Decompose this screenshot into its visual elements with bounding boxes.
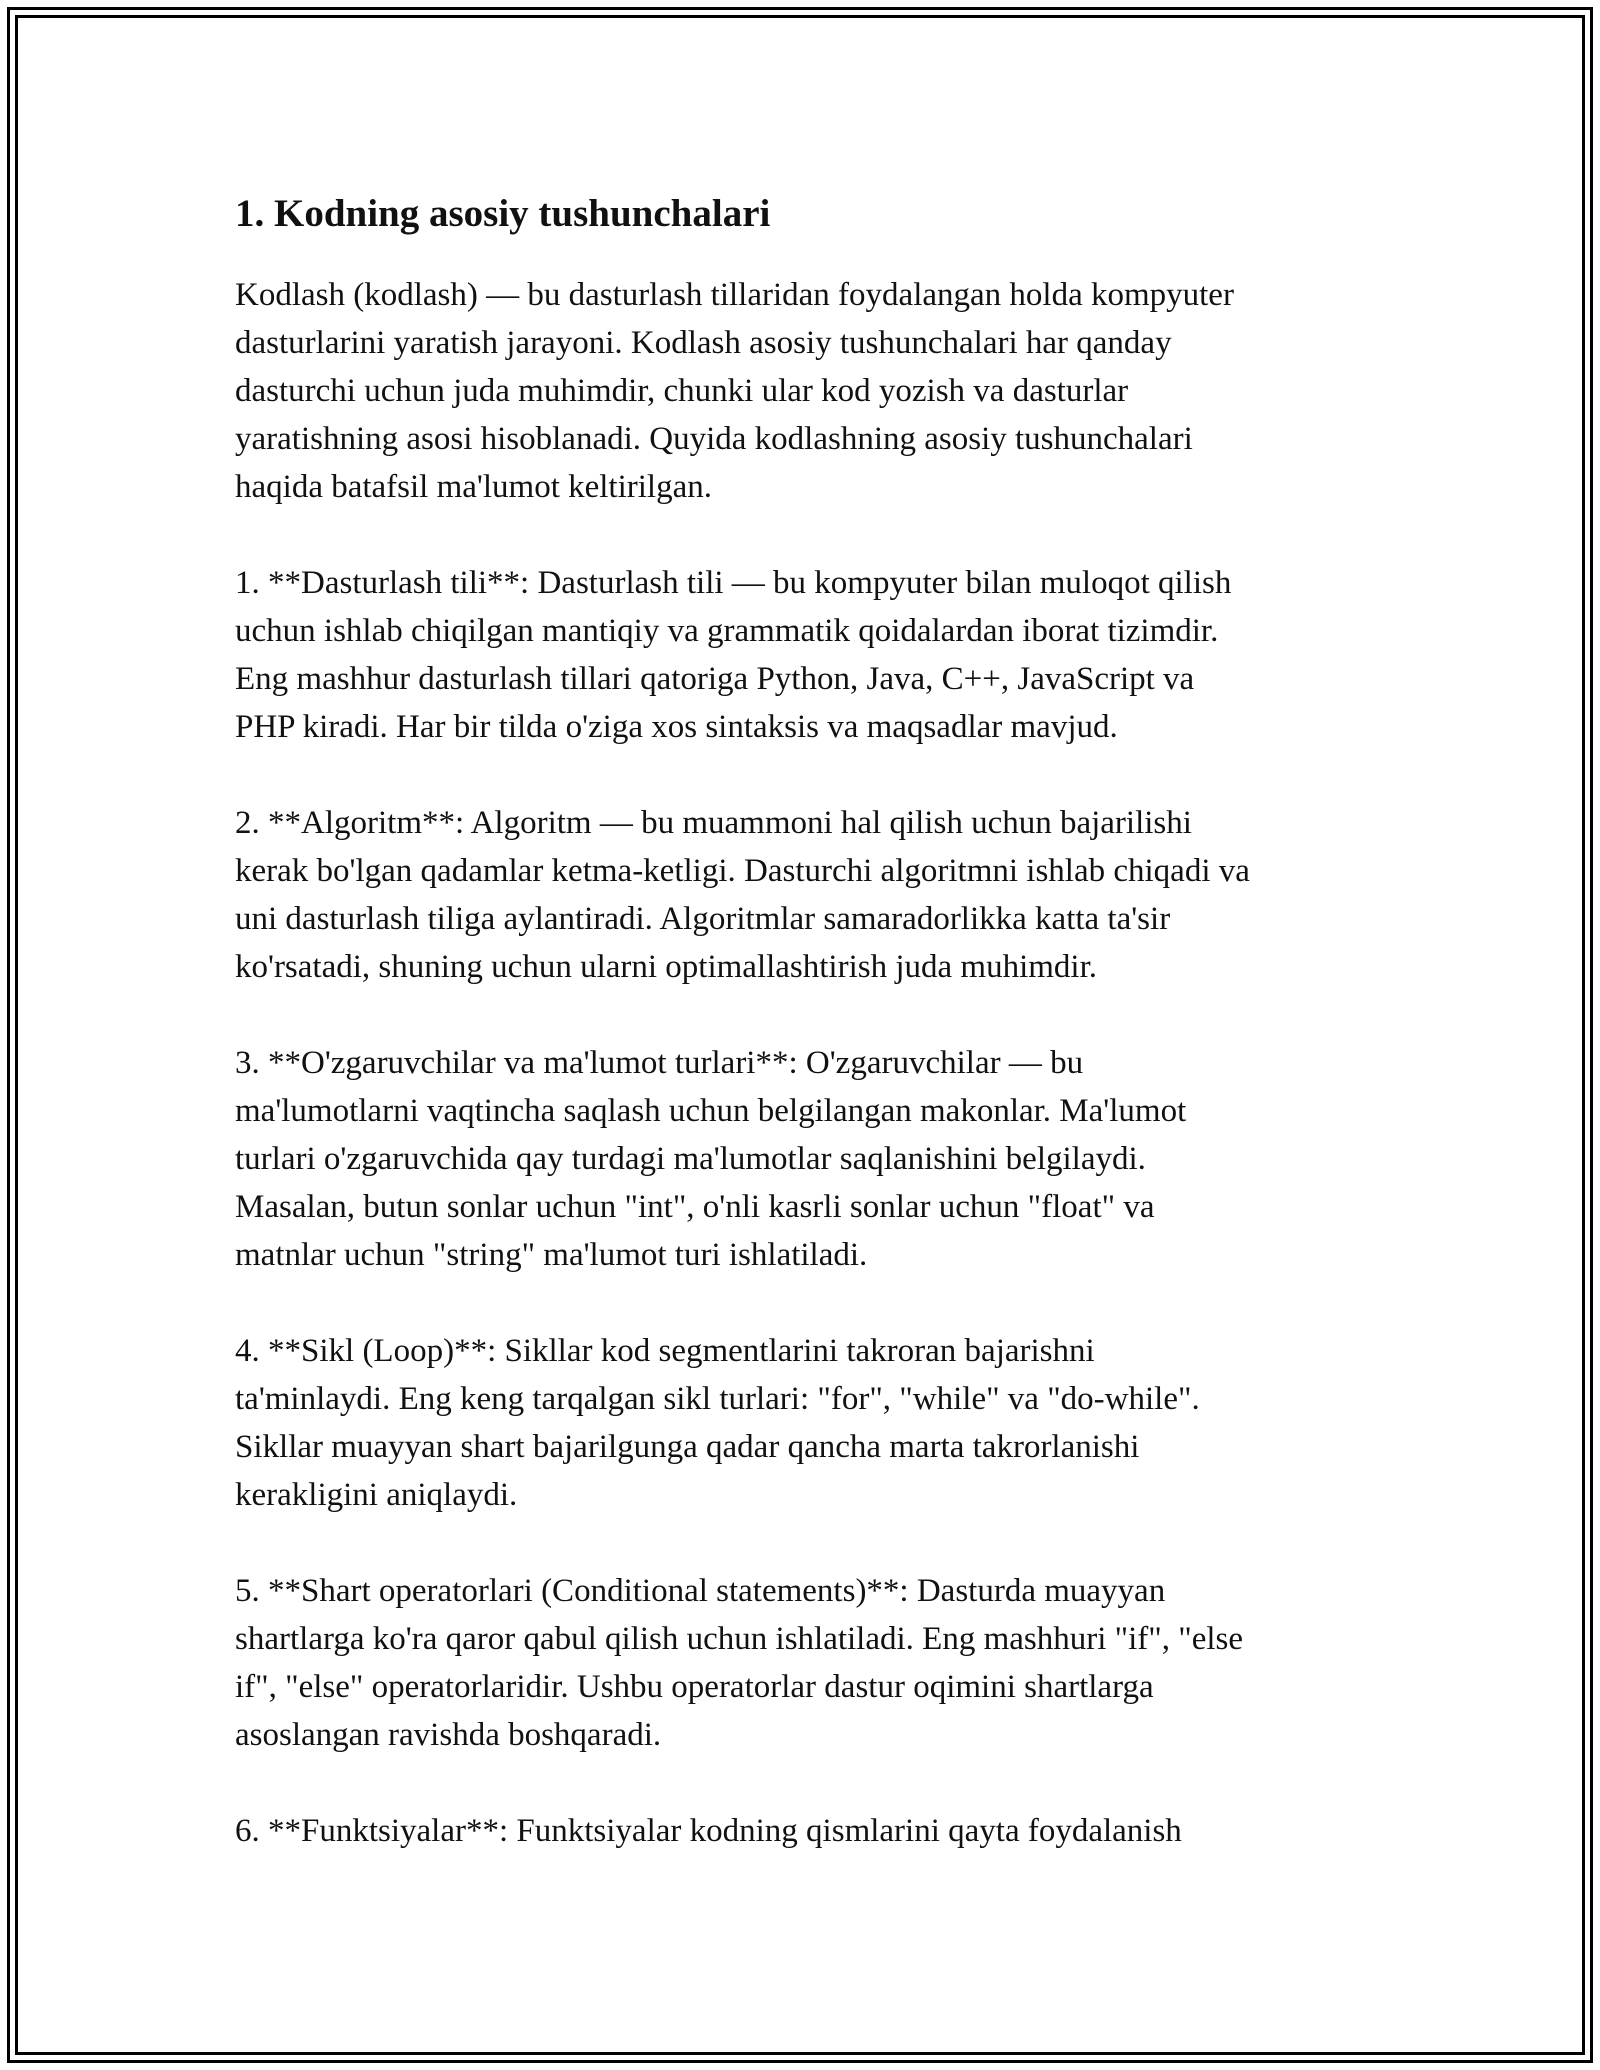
paragraph-variables-data-types: 3. **O'zgaruvchilar va ma'lumot turlari**: O'zgaruvchilar — bu ma'lumotlarni vaqtincha saqlash uchun belgilangan makonlar. Ma'lumot turlari o'zgaruvchida qay turdagi ma'lumotlar saqlanishini belgilaydi. Masalan, butun sonlar uchun "int", o'nli kasrli sonlar uchun "float" va matnlar uchun "string" ma'lumot turi ishlatiladi. <box>235 1045 1187 1273</box>
paragraph-algorithm: 2. **Algoritm**: Algoritm — bu muammoni hal qilish uchun bajarilishi kerak bo'lgan qadamlar ketma-ketligi. Dasturchi algoritmni ishlab chiqadi va uni dasturlash tiliga aylantiradi. Algoritmlar samaradorlikka katta ta'sir ko'rsatadi, shuning uchun ularni optimallashtirish juda muhimdir. <box>235 805 1250 985</box>
intro-paragraph: Kodlash (kodlash) — bu dasturlash tillaridan foydalangan holda kompyuter dasturlarini yaratish jarayoni. Kodlash asosiy tushunchalari har qanday dasturchi uchun juda muhimdir, chunki ular kod yozish va dasturlar yaratishning asosi hisoblanadi. Quyida kodlashning asosiy tushunchalari haqida batafsil ma'lumot keltirilgan. <box>235 277 1234 505</box>
paragraph-conditional-statements: 5. **Shart operatorlari (Conditional statements)**: Dasturda muayyan shartlarga ko'ra qaror qabul qilish uchun ishlatiladi. Eng mashhuri "if", "else if", "else" operatorlaridir. Ushbu operatorlar dastur oqimini shartlarga asoslangan ravishda boshqaradi. <box>235 1573 1244 1753</box>
section-heading: 1. Kodning asosiy tushunchalari <box>235 192 771 235</box>
document-body <box>235 185 1385 1903</box>
paragraph-programming-language: 1. **Dasturlash tili**: Dasturlash tili — bu kompyuter bilan muloqot qilish uchun ishlab chiqilgan mantiqiy va grammatik qoidalardan iborat tizimdir. Eng mashhur dasturlash tillari qatoriga Python, Java, C++, JavaScript va PHP kiradi. Har bir tilda o'ziga xos sintaksis va maqsadlar mavjud. <box>235 565 1232 745</box>
paragraph-functions: 6. **Funktsiyalar**: Funktsiyalar kodning qismlarini qayta foydalanish <box>235 1813 1182 1849</box>
paragraph-loops: 4. **Sikl (Loop)**: Sikllar kod segmentlarini takroran bajarishni ta'minlaydi. Eng keng tarqalgan sikl turlari: "for", "while" va "do-while". Sikllar muayyan shart bajarilgunga qadar qancha marta takrorlanishi kerakligini aniqlaydi. <box>235 1333 1200 1513</box>
